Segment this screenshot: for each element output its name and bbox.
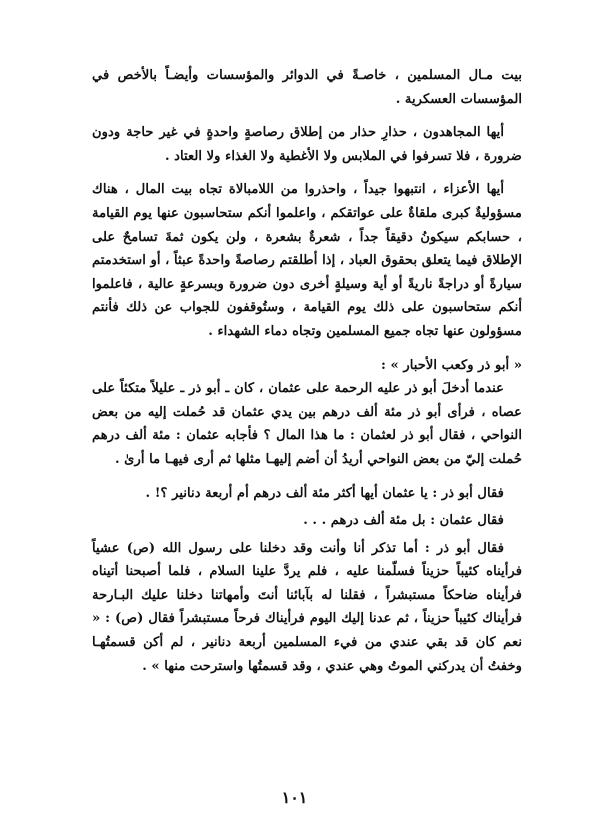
paragraph-6: فقال عثمان : بل مئة ألف درهم . . . (303, 513, 504, 529)
page-number: ١٠١ (281, 788, 308, 807)
section-heading: « أبو ذر وكعب الأحبار » : (381, 357, 522, 373)
paragraph-2: أيها المجاهدون ، حذارِ حذار من إطلاق رصاصةٍ واحدةٍ في غير حاجة ودون ضرورة ، فلا تسرفوا في الملابس ولا الأغطية ولا الغذاء ولا العتاد . (92, 125, 522, 164)
paragraph-4: عندما أدخلَ أبو ذر عليه الرحمة على عثمان ، كان ـ أبو ذر ـ عليلاً متكئاً على عصاه ، فرأى أبو ذر مئة ألف درهم بين يدي عثمان قد حُملت إليه من بعض النواحي ، فقال أبو ذر لعثمان : ما هذا المال ؟ فأجابه عثمان : مئة ألف درهم حُملت إليّ من بعض النواحي أريدُ أن أضم إليهـا مثلها ثم أرى فيهـا ما أرىٰ . (92, 381, 522, 467)
paragraph-7: فقال أبو ذر : أما تذكر أنا وأنت وقد دخلنا على رسول الله (ص) عشياً فرأيناه كئيباً حزيناً فسلّمنا عليه ، فلم يردَّ علينا السلام ، فلما أصبحنا أتيناه فرأيناه ضاحكاً مستبشراً ، فقلنا له بآبائنا أنتَ وأمهاتنا دخلنا عليك البـارحة فرأيناك كئيباً حزيناً ، ثم عدنا إليك اليوم فرأيناك فرحاً مستبشراً فقال (ص) : « نعم كان قد بقي عندي من فيء المسلمين أربعة دنانير ، لم أكن قسمتُهـا وخفتُ أن يدركني الموتُ وهي عندي ، وقد قسمتُها واسترحت منها » . (92, 540, 522, 674)
paragraph-1: بيت مـال المسلمين ، خاصـةً في الدوائر والمؤسسات وأيضـاً بالأخص في المؤسسات العسكرية . (92, 68, 522, 107)
body-text (92, 64, 522, 678)
paragraph-3: أيها الأعزاء ، انتبهوا جيداً ، واحذروا من اللامبالاة تجاه بيت المال ، هناك مسؤوليةٌ كبرى ملقاةٌ على عواتقكم ، واعلموا أنكم ستحاسبون عنها يوم القيامة ، حسابكم سيكونُ دقيقاً جداً ، شعرةٌ بشعرة ، ولن يكون ثمةَ تسامحٌ على الإطلاق فيما يتعلق بحقوق العباد ، إذا أطلقتم رصاصةً واحدةً عبثاً ، أو استخدمتم سيارةً أو دراجةً ناريةً أو أية وسيلةٍ أخرى دون ضرورة وبسرعةٍ عالية ، فاعلموا أنكم ستحاسبون على ذلك يوم القيامة ، وستُوقفون للجواب عن ذلك فأنتم مسؤولون عنها تجاه جميع المسلمين وتجاه دماء الشهداء . (92, 182, 522, 339)
paragraph-5: فقال أبو ذر : يا عثمان أيها أكثر مئة ألف درهم أم أربعة دنانير ؟! . (145, 485, 504, 501)
